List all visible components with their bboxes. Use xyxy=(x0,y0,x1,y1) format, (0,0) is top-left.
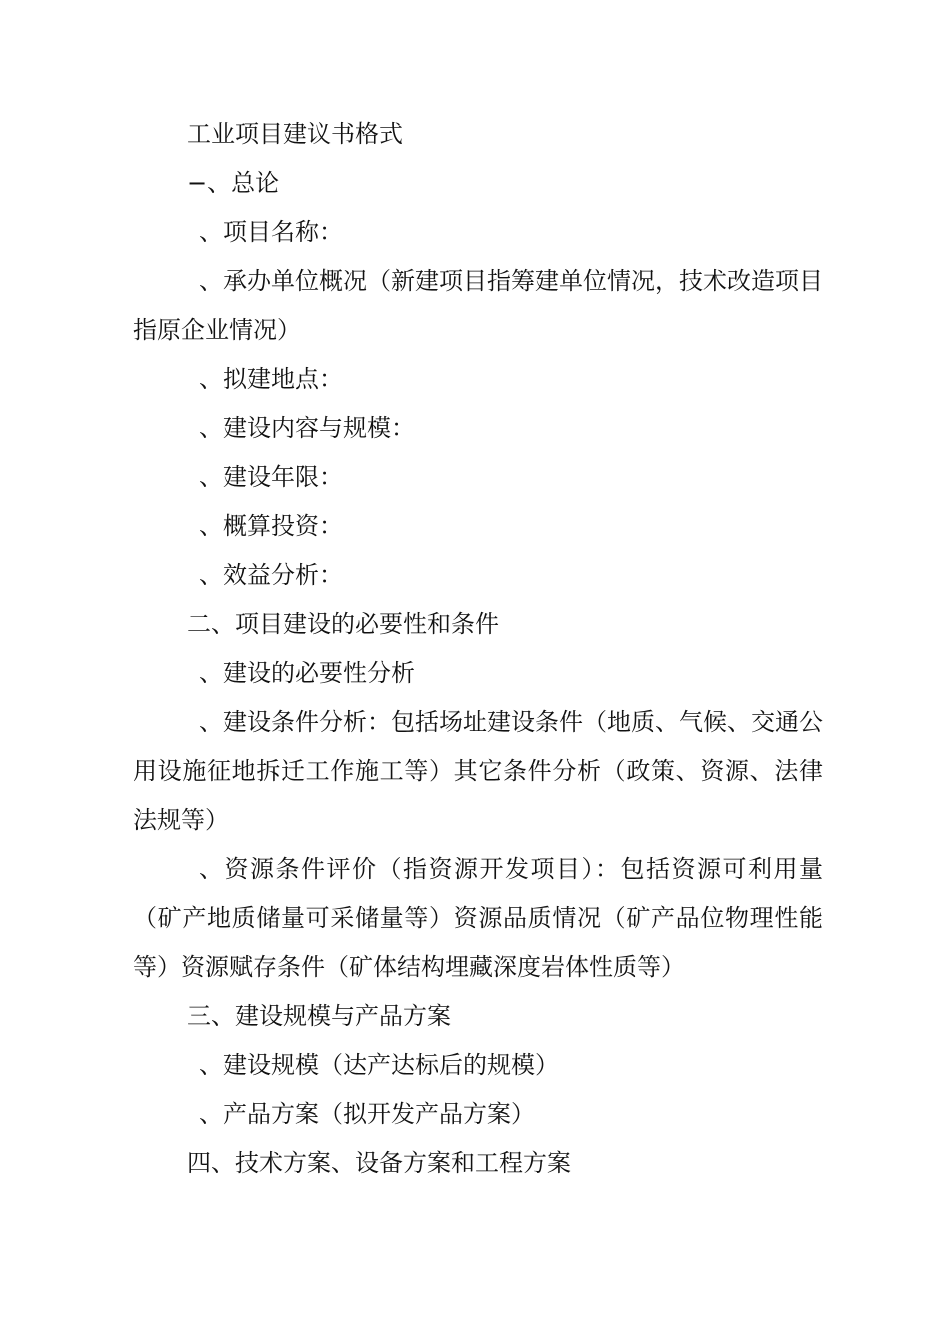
section-heading-scale: 三、建设规模与产品方案 xyxy=(187,1002,451,1030)
item-construction-period: 、建设年限： xyxy=(199,463,343,491)
item-product-plan: 、产品方案（拟开发产品方案） xyxy=(199,1100,535,1128)
item-benefit-analysis: 、效益分析： xyxy=(199,561,343,589)
item-estimated-investment: 、概算投资： xyxy=(199,512,343,540)
section-heading-general: −、总论 xyxy=(187,169,280,197)
section-heading-necessity: 二、项目建设的必要性和条件 xyxy=(187,610,499,638)
item-proposed-site: 、拟建地点： xyxy=(199,365,343,393)
item-construction-scale: 、建设规模（达产达标后的规模） xyxy=(199,1051,559,1079)
document-title: 工业项目建议书格式 xyxy=(187,120,403,148)
item-resource-evaluation: 、资源条件评价（指资源开发项目）：包括资源可利用量（矿产地质储量可采储量等）资源品质情况（矿产品位物理性能等）资源赋存条件（矿体结构埋藏深度岩体性质等） xyxy=(133,855,823,981)
section-heading-technical: 四、技术方案、设备方案和工程方案 xyxy=(187,1149,571,1177)
item-necessity-analysis: 、建设的必要性分析 xyxy=(199,659,415,687)
item-content-scale: 、建设内容与规模： xyxy=(199,414,415,442)
item-conditions-analysis: 、建设条件分析：包括场址建设条件（地质、气候、交通公用设施征地拆迁工作施工等）其它条件分析（政策、资源、法律法规等） xyxy=(133,708,823,834)
item-project-name: 、项目名称： xyxy=(199,218,343,246)
document-body xyxy=(133,110,823,1188)
item-organizer-overview: 、承办单位概况（新建项目指筹建单位情况，技术改造项目指原企业情况） xyxy=(133,267,823,344)
